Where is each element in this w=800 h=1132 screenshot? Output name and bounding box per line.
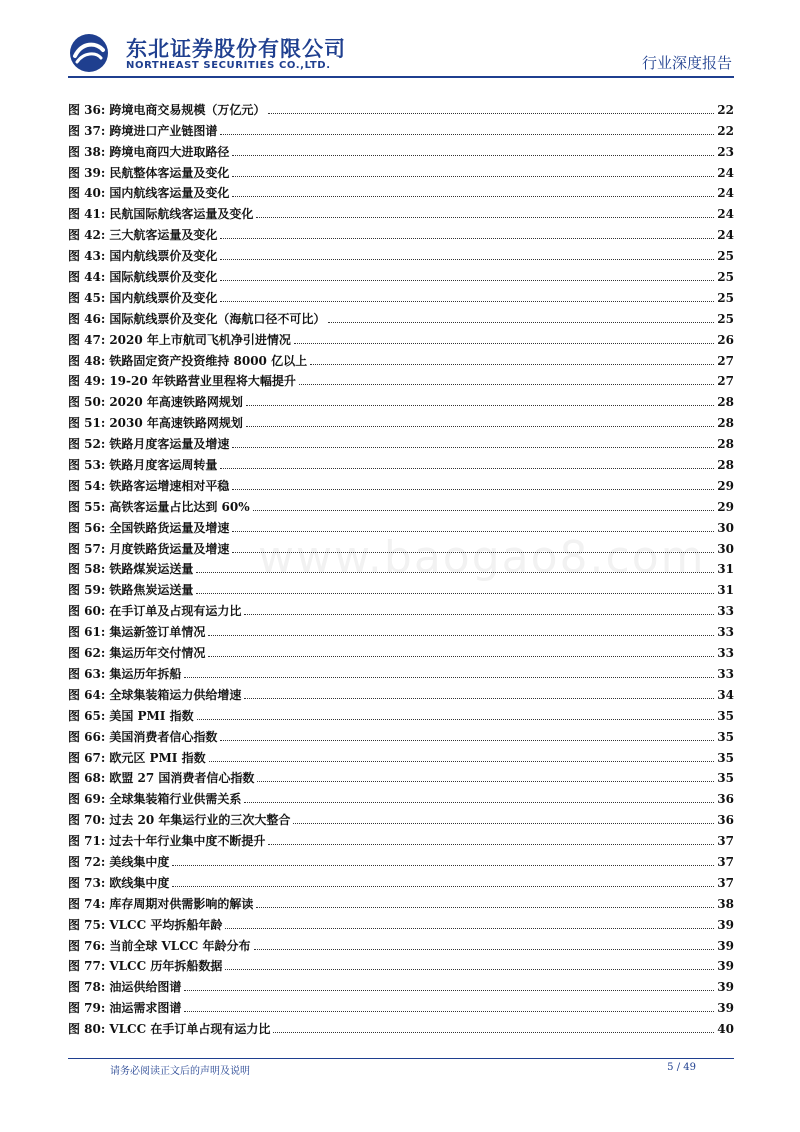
toc-entry[interactable]: [68, 159, 734, 180]
toc-entry-number: 图 41:: [68, 207, 106, 222]
toc-entry-number: 图 64:: [68, 687, 106, 702]
header-divider: [68, 76, 734, 78]
toc-entry[interactable]: [68, 765, 734, 786]
toc-entry[interactable]: [68, 284, 734, 305]
toc-entry-number: 图 54:: [68, 478, 106, 493]
toc-entry-number: 图 76:: [68, 938, 106, 953]
toc-entry-page: 28: [717, 458, 734, 473]
toc-entry-page: 34: [717, 687, 734, 702]
toc-entry-title: 库存周期对供需影响的解读: [109, 896, 254, 911]
toc-entry-number: 图 51:: [68, 416, 106, 431]
toc-entry-page: 39: [717, 1001, 734, 1016]
toc-entry-page: 31: [717, 562, 734, 577]
toc-entry-title: 欧元区 PMI 指数: [109, 750, 206, 765]
toc-entry-title: 跨境电商交易规模（万亿元）: [109, 102, 266, 117]
toc-entry-number: 图 43:: [68, 249, 106, 264]
toc-entry-page: 33: [717, 625, 734, 640]
toc-entry-title: 铁路固定资产投资维持 8000 亿以上: [109, 353, 308, 368]
toc-entry-page: 28: [717, 416, 734, 431]
toc-entry-number: 图 69:: [68, 792, 106, 807]
toc-entry-page: 30: [717, 520, 734, 535]
toc-entry-page: 22: [717, 102, 734, 117]
report-type-label: 行业深度报告: [641, 54, 732, 72]
company-logo-icon: [68, 32, 110, 74]
toc-entry[interactable]: [68, 263, 734, 284]
toc-entry[interactable]: [68, 702, 734, 723]
toc-entry[interactable]: [68, 221, 734, 242]
toc-entry-number: 图 37:: [68, 123, 106, 138]
toc-entry-title: 跨境电商四大进取路径: [109, 144, 230, 159]
toc-entry-number: 图 50:: [68, 395, 106, 410]
toc-dot-leader: [328, 321, 714, 323]
toc-entry-title: 油运供给图谱: [109, 980, 182, 995]
toc-entry-page: 30: [717, 541, 734, 556]
toc-entry-page: 39: [717, 917, 734, 932]
toc-entry-page: 27: [717, 374, 734, 389]
company-name-en: NORTHEAST SECURITIES CO.,LTD.: [126, 60, 331, 71]
toc-dot-leader: [232, 195, 714, 197]
toc-dot-leader: [184, 989, 714, 991]
toc-entry[interactable]: [68, 994, 734, 1015]
toc-entry-page: 26: [717, 332, 734, 347]
toc-entry[interactable]: [68, 869, 734, 890]
toc-entry-title: 集运历年拆船: [109, 666, 182, 681]
toc-entry-title: 2020 年高速铁路网规划: [109, 395, 243, 410]
toc-dot-leader: [220, 300, 714, 302]
toc-entry-title: 全球集装箱行业供需关系: [109, 792, 242, 807]
toc-entry-title: 全国铁路货运量及增速: [109, 520, 230, 535]
toc-entry[interactable]: [68, 1015, 734, 1036]
toc-entry[interactable]: [68, 827, 734, 848]
toc-entry-page: 37: [717, 854, 734, 869]
toc-entry[interactable]: [68, 911, 734, 932]
toc-entry-title: VLCC 在手订单占现有运力比: [109, 1022, 271, 1037]
toc-entry-page: 31: [717, 583, 734, 598]
toc-entry-title: 国内航线票价及变化: [109, 249, 218, 264]
toc-entry-page: 36: [717, 792, 734, 807]
toc-entry-page: 23: [717, 144, 734, 159]
toc-entry-number: 图 65:: [68, 708, 106, 723]
toc-entry[interactable]: [68, 430, 734, 451]
toc-entry-number: 图 70:: [68, 813, 106, 828]
toc-entry-number: 图 68:: [68, 771, 106, 786]
toc-dot-leader: [225, 927, 714, 929]
toc-dot-leader: [208, 634, 714, 636]
toc-entry-title: 国内航线票价及变化: [109, 290, 218, 305]
toc-dot-leader: [257, 780, 714, 782]
toc-entry-title: 高铁客运量占比达到 60%: [109, 499, 250, 514]
toc-entry[interactable]: [68, 514, 734, 535]
toc-entry-page: 40: [717, 1022, 734, 1037]
toc-entry-page: 22: [717, 123, 734, 138]
toc-entry-page: 28: [717, 437, 734, 452]
toc-entry-page: 29: [717, 478, 734, 493]
toc-dot-leader: [220, 133, 714, 135]
toc-entry-page: 24: [717, 165, 734, 180]
toc-dot-leader: [225, 968, 714, 970]
toc-dot-leader: [197, 718, 715, 720]
toc-entry-page: 39: [717, 959, 734, 974]
toc-entry-title: 美线集中度: [109, 854, 170, 869]
toc-entry-title: 当前全球 VLCC 年龄分布: [109, 938, 251, 953]
toc-dot-leader: [256, 216, 714, 218]
toc-dot-leader: [244, 697, 714, 699]
toc-entry-title: 三大航客运量及变化: [109, 228, 218, 243]
toc-dot-leader: [256, 906, 714, 908]
toc-entry-number: 图 36:: [68, 102, 106, 117]
toc-entry-title: 欧线集中度: [109, 875, 170, 890]
toc-dot-leader: [294, 342, 714, 344]
toc-entry-number: 图 45:: [68, 290, 106, 305]
toc-entry[interactable]: [68, 347, 734, 368]
toc-entry-title: 集运新签订单情况: [109, 625, 206, 640]
toc-entry[interactable]: [68, 200, 734, 221]
toc-entry[interactable]: [68, 618, 734, 639]
company-name-cn: 东北证券股份有限公司: [126, 37, 346, 61]
toc-entry-title: 集运历年交付情况: [109, 646, 206, 661]
toc-entry-title: 国际航线票价及变化: [109, 270, 218, 285]
toc-dot-leader: [209, 760, 715, 762]
toc-entry-title: 美国 PMI 指数: [109, 708, 194, 723]
toc-dot-leader: [299, 383, 714, 385]
toc-entry[interactable]: [68, 96, 734, 117]
page-number: 5 / 49: [667, 1062, 696, 1073]
toc-entry[interactable]: [68, 242, 734, 263]
toc-dot-leader: [232, 446, 714, 448]
toc-dot-leader: [253, 509, 715, 511]
toc-dot-leader: [196, 571, 714, 573]
toc-entry-page: 35: [717, 708, 734, 723]
toc-entry-page: 27: [717, 353, 734, 368]
toc-entry[interactable]: [68, 409, 734, 430]
toc-entry-number: 图 39:: [68, 165, 106, 180]
toc-entry[interactable]: [68, 117, 734, 138]
toc-entry-number: 图 75:: [68, 917, 106, 932]
page-header: [68, 30, 734, 76]
toc-dot-leader: [254, 948, 715, 950]
toc-entry-page: 25: [717, 249, 734, 264]
toc-entry-number: 图 60:: [68, 604, 106, 619]
toc-entry[interactable]: [68, 597, 734, 618]
toc-entry-number: 图 48:: [68, 353, 106, 368]
toc-entry-page: 24: [717, 207, 734, 222]
toc-entry-number: 图 58:: [68, 562, 106, 577]
toc-dot-leader: [220, 237, 714, 239]
toc-entry-number: 图 63:: [68, 666, 106, 681]
toc-entry-title: 2020 年上市航司飞机净引进情况: [109, 332, 291, 347]
toc-entry-number: 图 38:: [68, 144, 106, 159]
toc-entry[interactable]: [68, 681, 734, 702]
toc-dot-leader: [232, 175, 714, 177]
toc-entry-title: 月度铁路货运量及增速: [109, 541, 230, 556]
toc-entry-number: 图 80:: [68, 1022, 106, 1037]
toc-entry-title: VLCC 历年拆船数据: [109, 959, 223, 974]
toc-entry[interactable]: [68, 953, 734, 974]
toc-entry-page: 35: [717, 750, 734, 765]
toc-entry-number: 图 59:: [68, 583, 106, 598]
toc-entry-title: 铁路月度客运周转量: [109, 458, 218, 473]
toc-entry-title: 铁路煤炭运送量: [109, 562, 194, 577]
toc-entry[interactable]: [68, 556, 734, 577]
toc-entry[interactable]: [68, 326, 734, 347]
toc-dot-leader: [232, 530, 714, 532]
toc-dot-leader: [232, 154, 714, 156]
toc-entry-title: 欧盟 27 国消费者信心指数: [109, 771, 255, 786]
toc-entry-number: 图 52:: [68, 437, 106, 452]
toc-entry-page: 39: [717, 938, 734, 953]
toc-entry[interactable]: [68, 388, 734, 409]
toc-dot-leader: [232, 551, 714, 553]
toc-entry[interactable]: [68, 973, 734, 994]
toc-entry-page: 37: [717, 834, 734, 849]
toc-dot-leader: [310, 363, 714, 365]
toc-entry[interactable]: [68, 368, 734, 389]
toc-dot-leader: [220, 279, 714, 281]
toc-entry[interactable]: [68, 639, 734, 660]
toc-entry-page: 37: [717, 875, 734, 890]
toc-entry-number: 图 78:: [68, 980, 106, 995]
toc-entry-number: 图 72:: [68, 854, 106, 869]
watermark: www.baogao8.com: [258, 532, 706, 583]
toc-entry-title: 美国消费者信心指数: [109, 729, 218, 744]
toc-entry-page: 29: [717, 499, 734, 514]
toc-dot-leader: [244, 613, 714, 615]
toc-entry-number: 图 55:: [68, 499, 106, 514]
toc-entry[interactable]: [68, 806, 734, 827]
toc-entry-title: 过去十年行业集中度不断提升: [109, 834, 266, 849]
toc-entry-page: 38: [717, 896, 734, 911]
toc-dot-leader: [184, 1010, 714, 1012]
toc-entry-page: 33: [717, 604, 734, 619]
toc-entry-title: 油运需求图谱: [109, 1001, 182, 1016]
toc-entry-number: 图 42:: [68, 228, 106, 243]
toc-entry-page: 39: [717, 980, 734, 995]
toc-dot-leader: [196, 592, 714, 594]
toc-dot-leader: [172, 885, 714, 887]
toc-dot-leader: [220, 467, 714, 469]
toc-entry-title: 2030 年高速铁路网规划: [109, 416, 243, 431]
toc-entry-page: 24: [717, 228, 734, 243]
toc-entry-title: 铁路客运增速相对平稳: [109, 478, 230, 493]
toc-dot-leader: [273, 1031, 714, 1033]
toc-entry[interactable]: [68, 723, 734, 744]
figure-list: [68, 96, 734, 1036]
toc-dot-leader: [268, 112, 714, 114]
toc-entry-number: 图 62:: [68, 646, 106, 661]
toc-entry-number: 图 44:: [68, 270, 106, 285]
toc-entry[interactable]: [68, 576, 734, 597]
toc-entry-number: 图 74:: [68, 896, 106, 911]
toc-entry[interactable]: [68, 472, 734, 493]
toc-entry[interactable]: [68, 138, 734, 159]
toc-entry-number: 图 46:: [68, 311, 106, 326]
toc-entry[interactable]: [68, 848, 734, 869]
toc-dot-leader: [220, 739, 714, 741]
toc-entry[interactable]: [68, 932, 734, 953]
toc-entry[interactable]: [68, 785, 734, 806]
toc-entry-title: 在手订单及占现有运力比: [109, 604, 242, 619]
toc-dot-leader: [220, 258, 714, 260]
toc-entry-number: 图 77:: [68, 959, 106, 974]
toc-entry-number: 图 79:: [68, 1001, 106, 1016]
toc-dot-leader: [244, 801, 714, 803]
toc-entry[interactable]: [68, 451, 734, 472]
toc-entry-title: 民航国际航线客运量及变化: [109, 207, 254, 222]
toc-entry-title: 铁路焦炭运送量: [109, 583, 194, 598]
toc-entry[interactable]: [68, 535, 734, 556]
toc-entry-page: 33: [717, 646, 734, 661]
footer-divider: [68, 1058, 734, 1059]
toc-entry-number: 图 61:: [68, 625, 106, 640]
toc-entry-title: VLCC 平均拆船年龄: [109, 917, 223, 932]
toc-entry-title: 跨境进口产业链图谱: [109, 123, 218, 138]
disclaimer-note: 请务必阅读正文后的声明及说明: [110, 1066, 250, 1077]
toc-entry-page: 25: [717, 311, 734, 326]
toc-entry-number: 图 57:: [68, 541, 106, 556]
toc-entry-page: 28: [717, 395, 734, 410]
toc-entry[interactable]: [68, 493, 734, 514]
toc-dot-leader: [246, 425, 714, 427]
toc-entry-page: 36: [717, 813, 734, 828]
toc-dot-leader: [268, 843, 714, 845]
toc-dot-leader: [184, 676, 714, 678]
toc-dot-leader: [208, 655, 714, 657]
toc-entry-number: 图 66:: [68, 729, 106, 744]
toc-entry-number: 图 73:: [68, 875, 106, 890]
toc-entry[interactable]: [68, 180, 734, 201]
toc-entry-title: 全球集装箱运力供给增速: [109, 687, 242, 702]
toc-dot-leader: [246, 404, 714, 406]
toc-entry-page: 25: [717, 270, 734, 285]
toc-entry-title: 国际航线票价及变化（海航口径不可比）: [109, 311, 326, 326]
toc-dot-leader: [232, 488, 714, 490]
toc-entry-title: 过去 20 年集运行业的三次大整合: [109, 813, 291, 828]
toc-entry-number: 图 53:: [68, 458, 106, 473]
toc-entry-title: 国内航线客运量及变化: [109, 186, 230, 201]
toc-dot-leader: [293, 822, 714, 824]
toc-entry-number: 图 71:: [68, 834, 106, 849]
toc-entry[interactable]: [68, 744, 734, 765]
toc-entry-title: 民航整体客运量及变化: [109, 165, 230, 180]
toc-entry-number: 图 40:: [68, 186, 106, 201]
toc-entry-page: 33: [717, 666, 734, 681]
toc-dot-leader: [172, 864, 714, 866]
toc-entry-number: 图 49:: [68, 374, 106, 389]
toc-entry-number: 图 47:: [68, 332, 106, 347]
toc-entry-page: 24: [717, 186, 734, 201]
toc-entry-title: 铁路月度客运量及增速: [109, 437, 230, 452]
toc-entry-title: 19-20 年铁路营业里程将大幅提升: [109, 374, 296, 389]
toc-entry-page: 35: [717, 771, 734, 786]
toc-entry-number: 图 56:: [68, 520, 106, 535]
toc-entry[interactable]: [68, 890, 734, 911]
toc-entry[interactable]: [68, 660, 734, 681]
toc-entry-page: 25: [717, 290, 734, 305]
toc-entry[interactable]: [68, 305, 734, 326]
toc-entry-number: 图 67:: [68, 750, 106, 765]
toc-entry-page: 35: [717, 729, 734, 744]
